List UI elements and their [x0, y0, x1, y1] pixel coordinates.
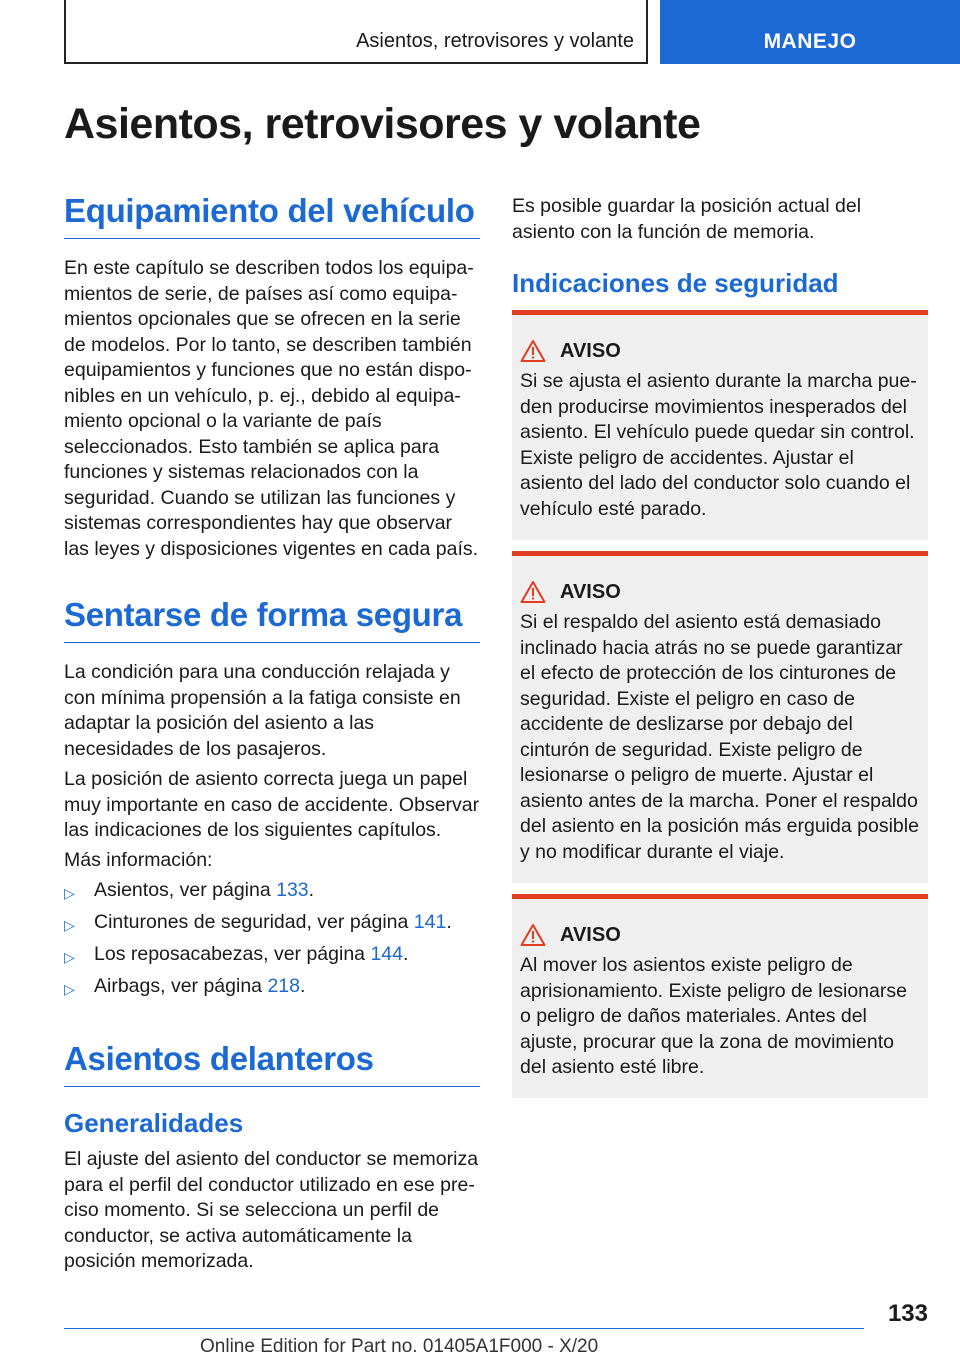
warning-box: [512, 310, 928, 540]
paragraph-equipamiento: En este capítulo se describen todos los equipamientos de serie, de países así como equipamientos opcionales que se ofrecen en la serie de modelos. Por lo tanto, se describen también equipamientos y funciones que no están disponibles en un vehículo, p. ej., debido al equipamiento opcional o la variante de país seleccionados. Esto también se aplica para funciones y sistemas relacionados con la seguridad. Cuando se utilizan las funciones y sistemas correspondientes hay que observar las leyes y disposiciones vigentes en cada país.: [64, 257, 479, 560]
warning-triangle-icon: [520, 923, 546, 947]
warning-box: [512, 551, 928, 883]
page-link[interactable]: 144: [370, 943, 403, 965]
warning-box: [512, 894, 928, 1098]
page-number: 133: [887, 1300, 928, 1327]
footer-edition: Online Edition for Part no. 01405A1F000 - X/20: [200, 1336, 599, 1357]
warning-text: Si se ajusta el asiento durante la marcha pueden producirse movimientos inesperados del asiento. El vehículo puede quedar sin control. Existe peligro de accidentes. Ajustar el asiento del lado del conductor solo cuando el vehículo esté parado.: [520, 370, 917, 520]
footer-divider: [64, 1328, 864, 1329]
header-section-title: Asientos, retrovisores y volante: [356, 30, 634, 52]
warning-label: AVISO: [560, 923, 621, 946]
heading-equipamiento: Equipamiento del vehículo: [64, 192, 480, 239]
paragraph-memoria: Es posible guardar la posición actual del asiento con la función de memoria.: [512, 195, 862, 243]
header-chapter-tab[interactable]: MANEJO: [660, 0, 960, 64]
heading-seguridad: Indicaciones de seguridad: [512, 268, 839, 298]
page-link[interactable]: 133: [276, 879, 309, 901]
list-item: ▷ Airbags, ver página 218.: [64, 974, 452, 1006]
paragraph-sentarse-2: La posición de asiento correcta juega un papel muy importante en caso de accidente. Observar las indicaciones de los siguientes capítulos.: [64, 768, 480, 841]
triangle-bullet-icon: ▷: [64, 981, 75, 997]
list-item: ▷ Asientos, ver página 133.: [64, 878, 452, 910]
triangle-bullet-icon: ▷: [64, 917, 75, 933]
reference-list: [64, 878, 452, 1006]
warning-label: AVISO: [560, 580, 621, 603]
paragraph-sentarse-1: La condición para una conducción relajada y con mínima propensión a la fatiga consiste en adaptar la posición del asiento a las necesidades de los pasajeros.: [64, 661, 461, 760]
triangle-bullet-icon: ▷: [64, 949, 75, 965]
paragraph-mas-informacion: Más información:: [64, 849, 213, 871]
warning-text: Al mover los asientos existe peligro de aprisionamiento. Existe peligro de lesionarse o peligro de daños materiales. Antes del ajuste, procurar que la zona de movimiento del asiento esté libre.: [520, 954, 907, 1078]
triangle-bullet-icon: ▷: [64, 885, 75, 901]
page-title: Asientos, retrovisores y volante: [64, 100, 701, 148]
warning-triangle-icon: [520, 580, 546, 604]
paragraph-generalidades: El ajuste del asiento del conductor se memoriza para el perfil del conductor utilizado en ese preciso momento. Si se selecciona un perfil de conductor, se activa automáticamente la posición memorizada.: [64, 1148, 479, 1272]
heading-sentarse: Sentarse de forma segura: [64, 596, 480, 643]
page-link[interactable]: 141: [413, 911, 447, 933]
heading-generalidades: Generalidades: [64, 1108, 244, 1138]
header-section-box: [64, 0, 648, 64]
warning-text: Si el respaldo del asiento está demasiado inclinado hacia atrás no se puede garantizar el efecto de protección de los cinturones de seguridad. Existe el peligro en caso de accidente de deslizarse por debajo del cinturón de seguridad. Existe peligro de lesionarse o peligro de muerte. Ajustar el asiento antes de la marcha. Poner el respaldo del asiento en la posición más erguida posible y no modificar durante el viaje.: [520, 611, 919, 863]
page-link[interactable]: 218: [267, 975, 300, 997]
warning-label: AVISO: [560, 339, 621, 362]
warning-triangle-icon: [520, 339, 546, 363]
list-item: ▷ Los reposacabezas, ver página 144.: [64, 942, 452, 974]
heading-delanteros: Asientos delanteros: [64, 1040, 480, 1087]
list-item: ▷ Cinturones de seguridad, ver página 141.: [64, 910, 452, 942]
